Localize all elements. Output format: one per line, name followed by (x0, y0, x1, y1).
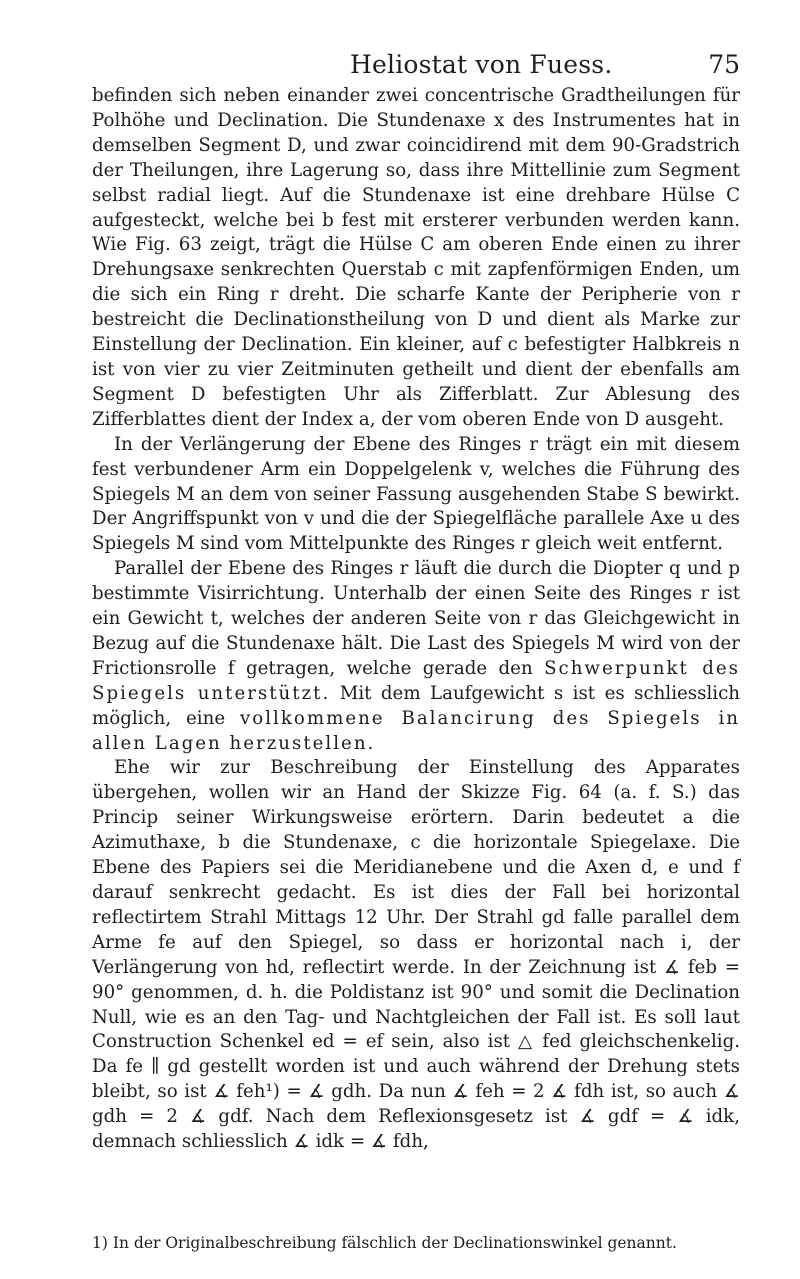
paragraph-3-spaced-emphasis-2: vollkommene Balancirung des Spiegels in allen Lagen herzustellen. (92, 707, 740, 754)
footnote-marker: 1) (92, 1234, 108, 1252)
page-number: 75 (708, 50, 740, 79)
footnote (92, 1233, 740, 1253)
paragraph-1: befinden sich neben einander zwei concentrische Gradtheilungen für Polhöhe und Declination. Die Stundenaxe x des Instrumentes hat in demselben Segment D, und zwar coincidirend mit dem 90-Gradstrich der Theilungen, ihre Lagerung so, dass ihre Mittellinie zum Segment selbst radial liegt. Auf die Stundenaxe ist eine drehbare Hülse C aufgesteckt, welche bei b fest mit ersterer verbunden werden kann. Wie Fig. 63 zeigt, trägt die Hülse C am oberen Ende einen zu ihrer Drehungsaxe senkrechten Querstab c mit zapfenförmigen Enden, um die sich ein Ring r dreht. Die scharfe Kante der Peripherie von r bestreicht die Declinationstheilung von D und dient als Marke zur Einstellung der Declination. Ein kleiner, auf c befestigter Halbkreis n ist von vier zu vier Zeitminuten getheilt und dient der ebenfalls am Segment D befestigten Uhr als Zifferblatt. Zur Ablesung des Zifferblattes dient der Index a, der vom oberen Ende von D ausgeht. (92, 85, 740, 430)
footnote-text: In der Originalbeschreibung fälschlich der Declinationswinkel genannt. (112, 1234, 677, 1252)
paragraph-3-spaced-emphasis-1: Schwerpunkt des Spiegels unterstützt. (92, 657, 740, 704)
paragraph-3-part-2: Mit dem Laufgewicht s ist es schliesslich möglich, eine (92, 682, 740, 729)
page-header (92, 0, 740, 84)
paragraph-4: Ehe wir zur Beschreibung der Einstellung des Apparates übergehen, wollen wir an Hand der Skizze Fig. 64 (a. f. S.) das Princip seiner Wirkungsweise erörtern. Darin bedeutet a die Azimuthaxe, b die Stundenaxe, c die horizontale Spiegelaxe. Die Ebene des Papiers sei die Meridianebene und die Axen d, e und f darauf senkrecht gedacht. Es ist dies der Fall bei horizontal reflectirtem Strahl Mittags 12 Uhr. Der Strahl gd falle parallel dem Arme fe auf den Spiegel, so dass er horizontal nach i, der Verlängerung von hd, reflectirt werde. In der Zeichnung ist ∡ feb = 90° genommen, d. h. die Poldistanz ist 90° und somit die Declination Null, wie es an den Tag- und Nachtgleichen der Fall ist. Es soll laut Construction Schenkel ed = ef sein, also ist △ fed gleichschenkelig. Da fe ∥ gd gestellt worden ist und auch während der Drehung stets bleibt, so ist ∡ feh¹) = ∡ gdh. Da nun ∡ feh = 2 ∡ fdh ist, so auch ∡ gdh = 2 ∡ gdf. Nach dem Reflexionsgesetz ist ∡ gdf = ∡ idk, demnach schliesslich ∡ idk = ∡ fdh, (92, 757, 740, 1153)
paragraph-3-part-1: Parallel der Ebene des Ringes r läuft die durch die Diopter q und p bestimmte Visirrichtung. Unterhalb der einen Seite des Ringes r ist ein Gewicht t, welches der anderen Seite von r das Gleichgewicht in Bezug auf die Stundenaxe hält. Die Last des Spiegels M wird von der Frictionsrolle f getragen, welche gerade den (92, 558, 740, 679)
running-head: Heliostat von Fuess. (350, 50, 613, 79)
paragraph-2: In der Verlängerung der Ebene des Ringes r trägt ein mit diesem fest verbundener Arm ein Doppelgelenk v, welches die Führung des Spiegels M an dem von seiner Fassung ausgehenden Stabe S bewirkt. Der Angriffspunkt von v und die der Spiegelfläche parallele Axe u des Spiegels M sind vom Mittelpunkte des Ringes r gleich weit entfernt. (92, 433, 740, 555)
paragraph-3 (92, 557, 740, 756)
body-text (92, 84, 740, 1155)
